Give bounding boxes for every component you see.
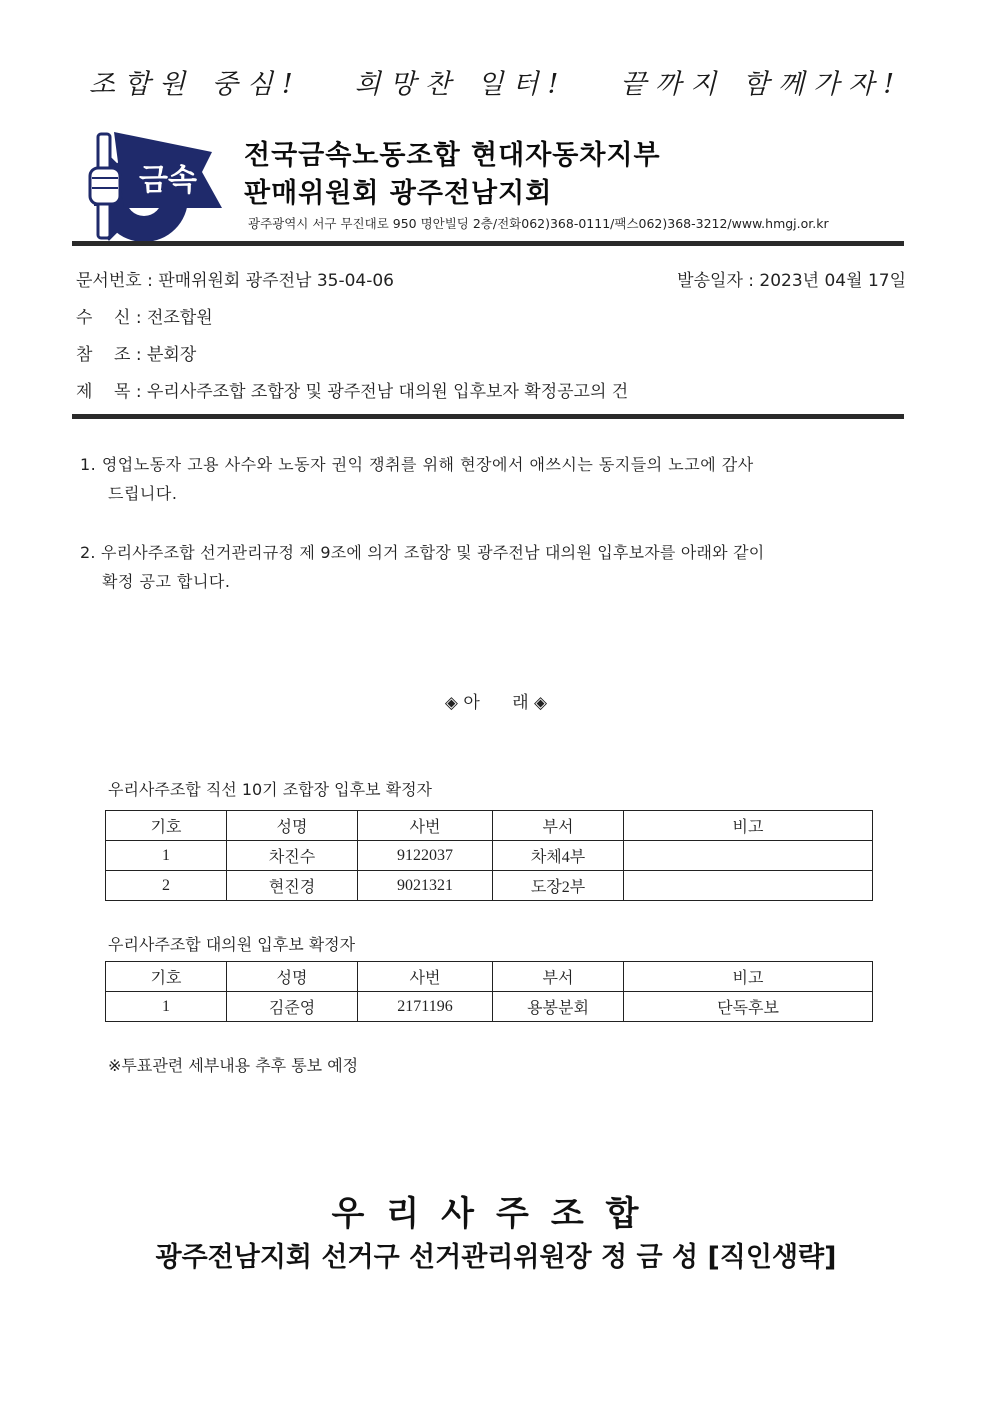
union-logo bbox=[84, 128, 224, 246]
candidates-table-delegate bbox=[105, 961, 873, 1022]
paragraph-2-line2: 확정 공고 합니다. bbox=[102, 572, 231, 591]
slogan: 조합원 중심! 희망찬 일터! 끝까지 함께가자! bbox=[88, 69, 904, 100]
table-row bbox=[106, 841, 873, 871]
meta-divider bbox=[72, 414, 904, 419]
col-header-number: 기호 bbox=[106, 962, 227, 992]
col-header-remarks: 비고 bbox=[624, 962, 873, 992]
col-header-employee-id: 사번 bbox=[358, 962, 493, 992]
col-header-remarks: 비고 bbox=[624, 811, 873, 841]
voting-note: ※투표관련 세부내용 추후 통보 예정 bbox=[108, 1056, 359, 1075]
paragraph-2-line1: 2. 우리사주조합 선거관리규정 제 9조에 의거 조합장 및 광주전남 대의원 입후보자를 아래와 같이 bbox=[80, 543, 765, 562]
cell-remarks bbox=[624, 871, 873, 901]
cell-department: 도장2부 bbox=[493, 871, 624, 901]
col-header-name: 성명 bbox=[227, 962, 358, 992]
cell-department: 차체4부 bbox=[493, 841, 624, 871]
table1-caption: 우리사주조합 직선 10기 조합장 입후보 확정자 bbox=[108, 780, 432, 799]
subject: 제 목 : 우리사주조합 조합장 및 광주전남 대의원 입후보자 확정공고의 건 bbox=[76, 382, 629, 402]
cell-name: 현진경 bbox=[227, 871, 358, 901]
cell-remarks: 단독후보 bbox=[624, 992, 873, 1022]
recipient: 수 신 : 전조합원 bbox=[76, 308, 213, 328]
cell-number: 2 bbox=[106, 871, 227, 901]
reference: 참 조 : 분회장 bbox=[76, 345, 197, 365]
table2-caption: 우리사주조합 대의원 입후보 확정자 bbox=[108, 935, 356, 954]
col-header-department: 부서 bbox=[493, 811, 624, 841]
candidates-table-chair bbox=[105, 810, 873, 901]
paragraph-1-line1: 1. 영업노동자 고용 사수와 노동자 권익 쟁취를 위해 현장에서 애쓰시는 동지들의 노고에 감사 bbox=[80, 455, 754, 474]
table-row bbox=[106, 992, 873, 1022]
cell-name: 차진수 bbox=[227, 841, 358, 871]
cell-employee-id: 9122037 bbox=[358, 841, 493, 871]
org-name-line1: 전국금속노동조합 현대자동차지부 bbox=[244, 140, 661, 171]
col-header-name: 성명 bbox=[227, 811, 358, 841]
cell-name: 김준영 bbox=[227, 992, 358, 1022]
logo-text: 금속 bbox=[139, 163, 197, 198]
org-address: 광주광역시 서구 무진대로 950 명안빌딩 2층/전화062)368-0111/팩스062)368-3212/www.hmgj.or.kr bbox=[248, 216, 829, 231]
table-header-row bbox=[106, 962, 873, 992]
cell-number: 1 bbox=[106, 841, 227, 871]
org-name-line2: 판매위원회 광주전남지회 bbox=[244, 178, 553, 209]
cell-employee-id: 2171196 bbox=[358, 992, 493, 1022]
signature-org: 우리사주조합 bbox=[331, 1194, 661, 1234]
col-header-employee-id: 사번 bbox=[358, 811, 493, 841]
cell-number: 1 bbox=[106, 992, 227, 1022]
below-heading: ◈ 아 래 ◈ bbox=[444, 693, 548, 713]
col-header-department: 부서 bbox=[493, 962, 624, 992]
table-header-row bbox=[106, 811, 873, 841]
cell-employee-id: 9021321 bbox=[358, 871, 493, 901]
send-date: 발송일자 : 2023년 04월 17일 bbox=[677, 271, 906, 291]
header-divider bbox=[72, 241, 904, 246]
doc-number: 문서번호 : 판매위원회 광주전남 35-04-06 bbox=[76, 271, 394, 291]
cell-department: 용봉분회 bbox=[493, 992, 624, 1022]
cell-remarks bbox=[624, 841, 873, 871]
table-row bbox=[106, 871, 873, 901]
col-header-number: 기호 bbox=[106, 811, 227, 841]
paragraph-1-line2: 드립니다. bbox=[108, 484, 178, 503]
signature-chair: 광주전남지회 선거구 선거관리위원장 정 금 성 [직인생략] bbox=[155, 1242, 837, 1273]
